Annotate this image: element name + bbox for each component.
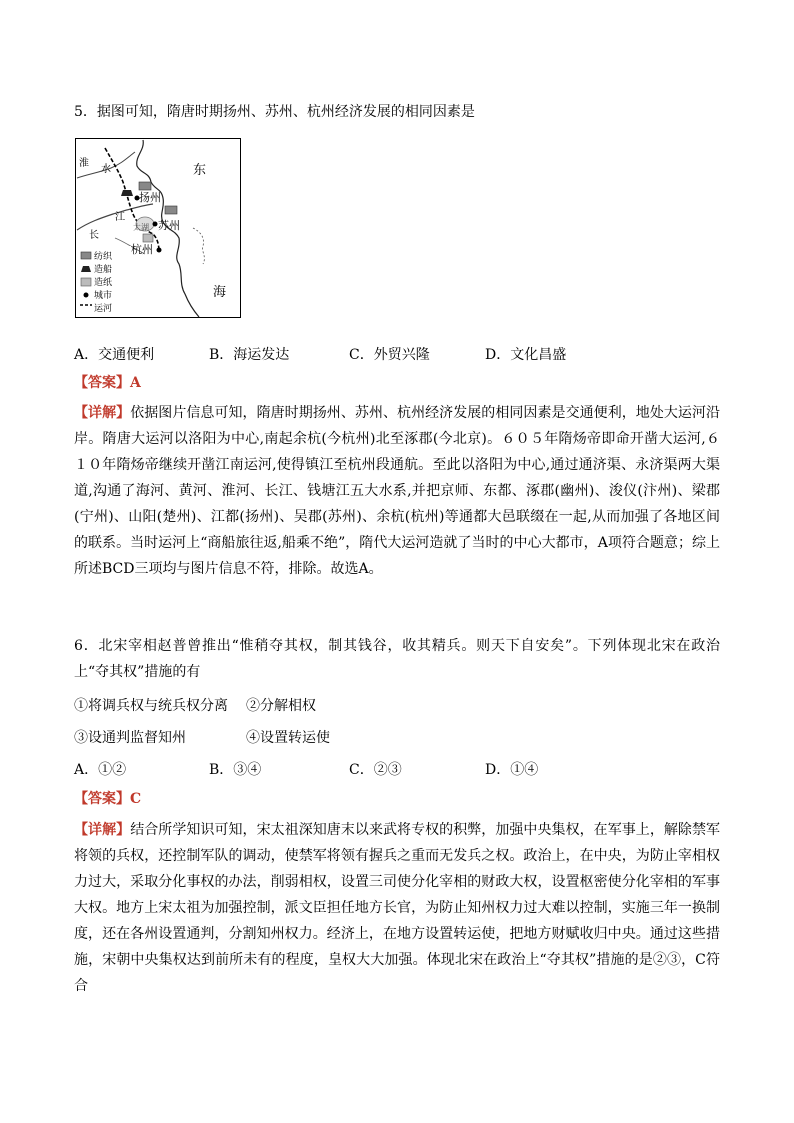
question-5-options: [74, 344, 720, 370]
legend-shipbuilding: 造船: [94, 265, 113, 275]
map-label-shui: 水: [101, 164, 111, 175]
map-label-taihu: 太湖: [133, 223, 149, 232]
question-5-explanation: [74, 400, 720, 582]
legend-canal: 运河: [94, 304, 113, 314]
explanation-tag: 【详解】: [74, 405, 131, 421]
map-label-suzhou: 苏州: [158, 219, 180, 232]
question-6-explanation: [74, 817, 720, 999]
map-label-hangzhou: 杭州: [131, 243, 153, 256]
question-6-answer: 【答案】C: [74, 791, 142, 807]
legend-textile: 纺织: [94, 252, 113, 262]
question-5-answer: 【答案】A: [74, 375, 141, 391]
option-b: B．③④: [209, 762, 262, 778]
option-c: C．外贸兴隆: [349, 347, 430, 363]
grand-canal-map: [75, 138, 241, 318]
map-figure: [75, 138, 241, 318]
question-5-stem: 5．据图可知，隋唐时期扬州、苏州、杭州经济发展的相同因素是: [74, 104, 475, 120]
map-label-huai: 淮: [79, 158, 89, 169]
statement-3: ③设通判监督知州: [74, 730, 186, 746]
option-b: B．海运发达: [209, 347, 290, 363]
legend-paper: 造纸: [94, 278, 113, 288]
statement-1: ①将调兵权与统兵权分离: [74, 698, 228, 714]
legend-city: 城市: [94, 291, 113, 301]
map-label-yangzhou: 扬州: [139, 191, 161, 204]
option-c: C．②③: [349, 762, 402, 778]
question-6-options: [74, 759, 720, 785]
question-6-stem: 6．北宋宰相赵普曾推出“惟稍夺其权，制其钱谷，收其精兵。则天下自安矣”。下列体现北宋在政治上“夺其权”措施的有: [74, 638, 720, 680]
option-d: D．①④: [485, 762, 539, 778]
map-label-east: 东: [193, 163, 207, 178]
option-a: A．交通便利: [74, 347, 155, 363]
explanation-text: 依据图片信息可知，隋唐时期扬州、苏州、杭州经济发展的相同因素是交通便利，地处大运河沿岸。隋唐大运河以洛阳为中心,南起余杭(今杭州)北至涿郡(今北京)。６０５年隋炀帝即命开凿大运河,６１０年隋炀帝继续开凿江南运河,使得镇江至杭州段通航。至此以洛阳为中心,通过通济渠、永济渠两大渠道,沟通了海河、黄河、淮河、长江、钱塘江五大水系,并把京师、东都、涿郡(幽州)、浚仪(汴州)、梁郡(宁州)、山阳(楚州)、江都(扬州)、吴郡(苏州)、余杭(杭州)等通都大邑联缀在一起,从而加强了各地区间的联系。当时运河上“商船旅往返,船乘不绝”，隋代大运河造就了当时的中心大都市，A项符合题意；综上所述BCD三项均与图片信息不符，排除。故选A。: [74, 405, 721, 577]
explanation-text: 结合所学知识可知，宋太祖深知唐末以来武将专权的积弊，加强中央集权，在军事上，解除禁军将领的兵权，还控制军队的调动，使禁军将领有握兵之重而无发兵之权。政治上，在中央，为防止宰相权力过大，采取分化事权的办法，削弱相权，设置三司使分化宰相的财政大权，设置枢密使分化宰相的军事大权。地方上宋太祖为加强控制，派文臣担任地方长官，为防止知州权力过大难以控制，实施三年一换制度，还在各州设置通判，分割知州权力。经济上，在地方设置转运使，把地方财赋收归中央。通过这些措施，宋朝中央集权达到前所未有的程度，皇权大大加强。体现北宋在政治上“夺其权”措施的是②③，C符合: [74, 822, 721, 994]
option-d: D．文化昌盛: [485, 347, 567, 363]
map-label-sea: 海: [213, 285, 227, 300]
option-a: A．①②: [74, 762, 127, 778]
statement-2: ②分解相权: [246, 698, 316, 714]
statement-4: ④设置转运使: [246, 730, 330, 746]
map-label-chang: 长: [89, 230, 99, 241]
map-label-jiang: 江: [115, 212, 125, 223]
explanation-tag: 【详解】: [74, 822, 131, 838]
